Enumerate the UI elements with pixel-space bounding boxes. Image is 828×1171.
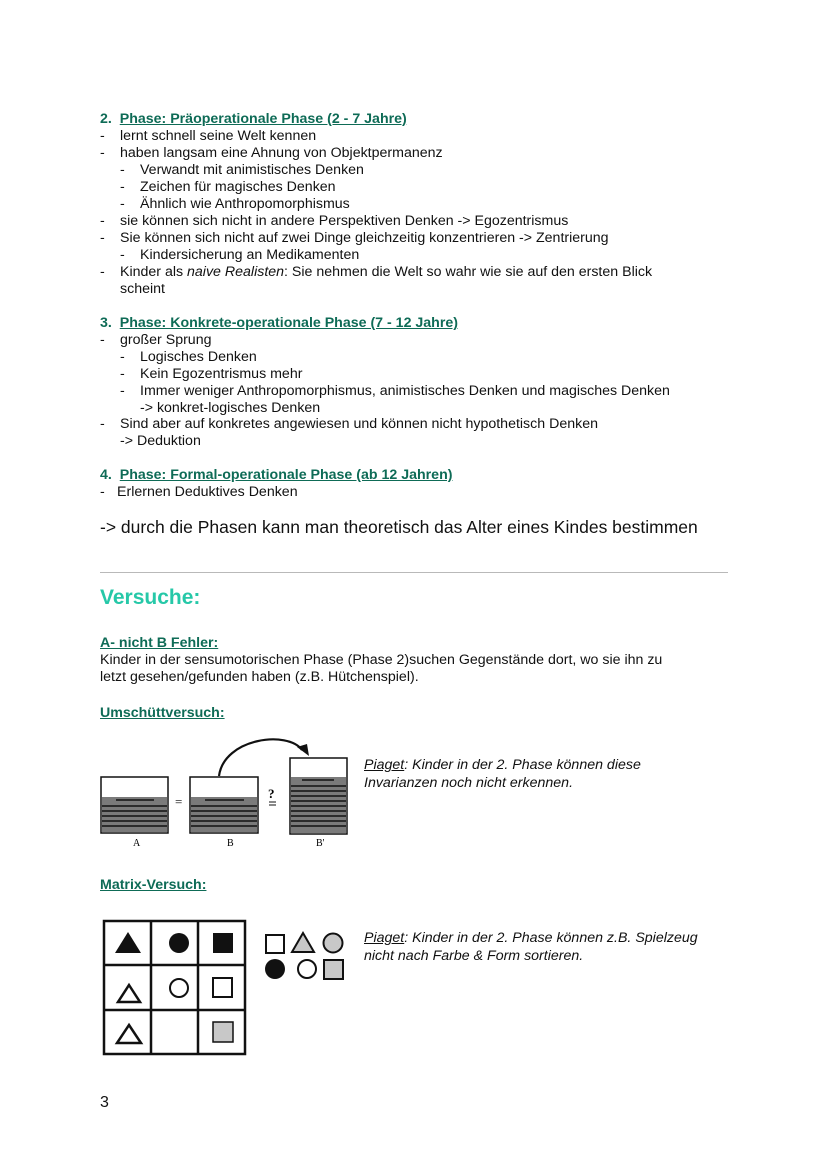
matrix-title: Matrix-Versuch: [100,877,207,893]
phase4-item: Erlernen Deduktives Denken [117,484,298,500]
piece-gray-circle-icon [324,934,343,953]
bullet-dash: - [120,196,125,212]
phase3-item: Sind aber auf konkretes angewiesen und können nicht hypothetisch Denken [120,416,598,432]
phase2-subitem: Kindersicherung an Medikamenten [140,247,360,263]
bullet-dash: - [120,162,125,178]
phase2-item: lernt schnell seine Welt kennen [120,128,317,144]
outline-triangle-icon [117,1025,141,1043]
equals-sign: = [175,794,183,809]
question-mark: ? [268,786,275,801]
bullet-dash: - [120,179,125,195]
bullet-dash: - [120,366,125,382]
bullet-dash: - [100,332,105,348]
phase2-item: sie können sich nicht in andere Perspektiven Denken -> Egozentrismus [120,213,569,229]
filled-circle-icon [169,933,189,953]
filled-triangle-icon [115,932,141,953]
conclusion-text: -> durch die Phasen kann man theoretisch das Alter eines Kindes bestimmen [100,517,698,537]
phase2-subitem: Verwandt mit animistisches Denken [140,162,364,178]
versuche-heading: Versuche: [100,586,201,609]
phase2-item-continuation: scheint [120,281,165,297]
phase4-heading: 4. Phase: Formal-operationale Phase (ab 12 Jahren) [100,467,453,483]
phase3-heading: 3. Phase: Konkrete-operationale Phase (7 - 12 Jahre) [100,315,458,331]
bullet-dash: - [100,213,105,229]
piece-gray-triangle-icon [292,933,314,952]
a-nicht-b-text-line1: Kinder in der sensumotorischen Phase (Phase 2)suchen Gegenstände dort, wo sie ihn zu [100,652,663,668]
gray-square-icon [213,1022,233,1042]
bullet-dash: - [100,264,105,280]
piece-outline-square-icon [266,935,284,953]
phase3-subitem-continuation: -> konkret-logisches Denken [140,400,321,416]
piece-outline-circle-icon [298,960,316,978]
phase3-item: großer Sprung [120,332,212,348]
umschuett-caption-line1: Piaget: Kinder in der 2. Phase können diese [364,757,641,773]
phase3-subitem: Immer weniger Anthropomorphismus, animistisches Denken und magisches Denken [140,383,670,399]
outline-square-icon [213,978,232,997]
beaker-b-prime [290,758,347,834]
phase3-subitem: Logisches Denken [140,349,257,365]
outline-circle-icon [170,979,188,997]
label-b: B [227,838,234,849]
phase2-item: haben langsam eine Ahnung von Objektpermanenz [120,145,443,161]
filled-square-icon [213,933,233,953]
umschuett-title: Umschüttversuch: [100,705,225,721]
beaker-b [190,777,258,833]
bullet-dash: - [100,145,105,161]
umschuett-figure [96,734,358,852]
phase2-subitem: Ähnlich wie Anthropomorphismus [140,196,350,212]
matrix-caption-line2: nicht nach Farbe & Form sortieren. [364,948,584,964]
label-a: A [133,838,141,849]
section-divider [100,572,728,573]
bullet-dash: - [100,484,105,500]
piece-filled-circle-icon [265,959,285,979]
bullet-dash: - [100,128,105,144]
phase3-subitem: Kein Egozentrismus mehr [140,366,303,382]
phase2-subitem: Zeichen für magisches Denken [140,179,336,195]
bullet-dash: - [120,349,125,365]
bullet-dash: - [100,416,105,432]
bullet-dash: - [120,383,125,399]
matrix-figure [100,917,350,1059]
a-nicht-b-title: A- nicht B Fehler: [100,635,219,651]
outline-triangle-icon [118,985,140,1002]
label-b-prime: B' [316,838,325,849]
bullet-dash: - [120,247,125,263]
piece-gray-square-icon [324,960,343,979]
question-equals-icon [269,802,276,805]
page-number: 3 [100,1094,109,1111]
umschuett-caption-line2: Invarianzen noch nicht erkennen. [364,775,574,791]
phase2-item: Sie können sich nicht auf zwei Dinge gleichzeitig konzentrieren -> Zentrierung [120,230,609,246]
phase3-item-continuation: -> Deduktion [120,433,201,449]
phase2-item-realisten: Kinder als naive Realisten: Sie nehmen die Welt so wahr wie sie auf den ersten Blick [120,264,653,280]
matrix-caption-line1: Piaget: Kinder in der 2. Phase können z.B. Spielzeug [364,930,698,946]
a-nicht-b-text-line2: letzt gesehen/gefunden haben (z.B. Hütchenspiel). [100,669,419,685]
beaker-a [101,777,168,833]
bullet-dash: - [100,230,105,246]
phase2-heading: 2. Phase: Präoperationale Phase (2 - 7 Jahre) [100,111,407,127]
